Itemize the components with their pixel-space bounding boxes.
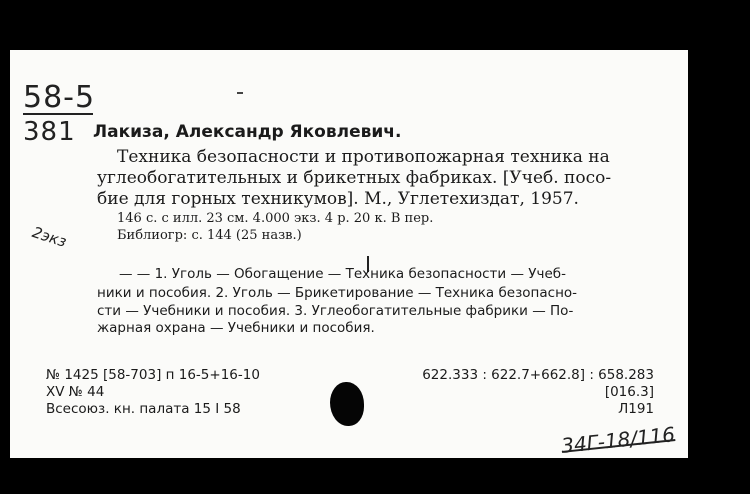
card-code: Л191 — [618, 401, 654, 417]
call-number-bottom: 381 — [23, 117, 76, 147]
book-chamber-line: Всесоюз. кн. палата 15 I 58 — [46, 401, 241, 417]
title-line: бие для горных техникумов]. М., Углетехиздат, 1957. — [97, 189, 579, 209]
ink-blot — [330, 382, 364, 426]
udc-classification: 622.333 : 622.7+662.8] : 658.283 — [422, 367, 654, 383]
title-line: Техника безопасности и противопожарная техника на — [117, 147, 610, 167]
card-number: № 1425 [58-703] п 16-5+16-10 — [46, 367, 260, 383]
series-number: XV № 44 — [46, 384, 105, 400]
tracing-line: — — 1. Уголь — Обогащение — Техника безопасности — Учеб- — [119, 266, 566, 282]
ink-mark — [237, 92, 243, 94]
bibliography-line: Библиогр: с. 144 (25 назв.) — [117, 228, 302, 243]
call-number-top: 58-5 — [23, 80, 96, 115]
handwritten-copies-note: 2экз — [30, 223, 69, 251]
handwritten-inventory-number: 34Г-18/116 — [560, 422, 677, 458]
tracing-line: жарная охрана — Учебники и пособия. — [97, 320, 375, 336]
author-heading: Лакиза, Александр Яковлевич. — [93, 122, 402, 142]
udc-extra: [016.3] — [604, 384, 654, 400]
tracing-line: ники и пособия. 2. Уголь — Брикетирование — Техника безопасно- — [97, 285, 578, 301]
catalog-card — [10, 50, 688, 458]
title-line: углеобогатительных и брикетных фабриках. [Учеб. посо- — [97, 168, 612, 188]
tracing-line: сти — Учебники и пособия. 3. Углеобогатительные фабрики — По- — [97, 303, 574, 319]
imprint-line: 146 с. с илл. 23 см. 4.000 экз. 4 р. 20 к. В пер. — [117, 211, 434, 226]
